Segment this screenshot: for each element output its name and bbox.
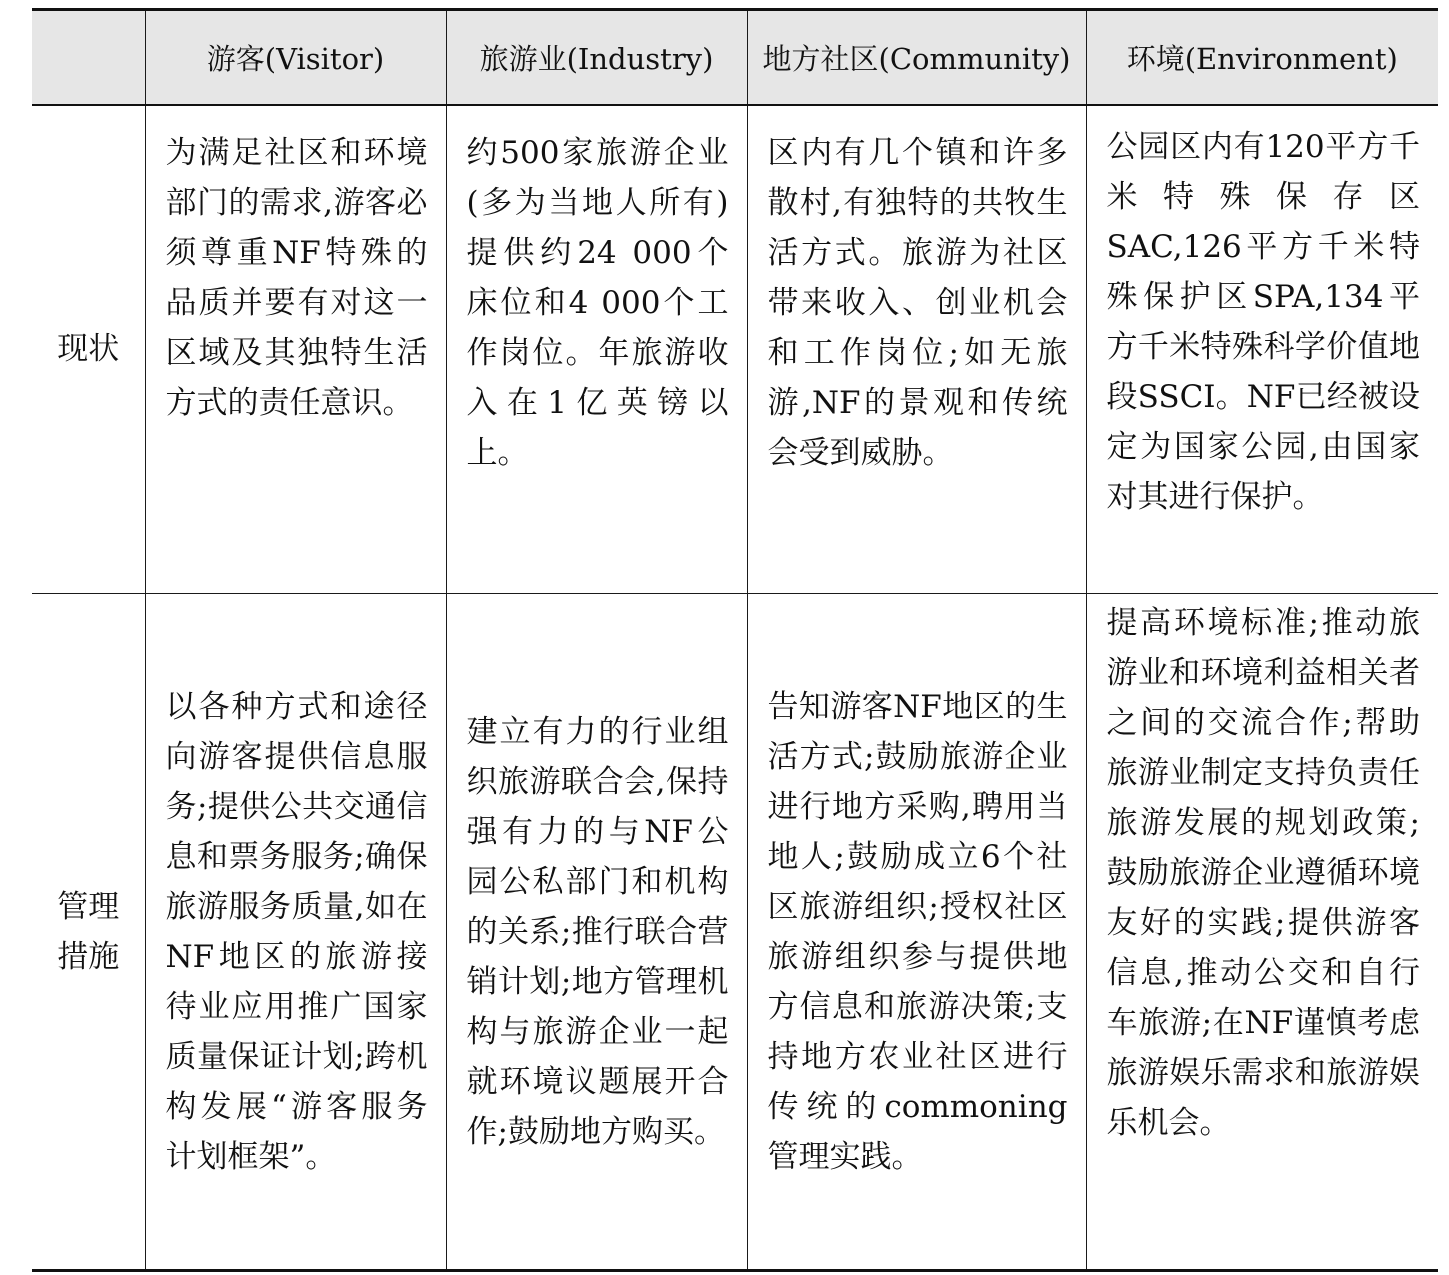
header-row [32,10,1438,105]
cell-measures-community: 告知游客NF地区的生活方式;鼓励旅游企业进行地方采购,聘用当地人;鼓励成立6个社区旅游组织;授权社区旅游组织参与提供地方信息和旅游决策;支持地方农业社区进行传统的commoning管理实践。 [747,594,1086,1271]
cell-measures-environment: 提高环境标准;推动旅游业和环境利益相关者之间的交流合作;帮助旅游业制定支持负责任旅游发展的规划政策;鼓励旅游企业遵循环境友好的实践;提供游客信息,推动公交和自行车旅游;在NF谨慎考虑旅游娱乐需求和旅游娱乐机会。 [1086,594,1438,1271]
table-row [32,105,1438,594]
table-row [32,594,1438,1271]
header-industry: 旅游业(Industry) [446,10,747,105]
tourism-management-table [32,8,1438,1272]
cell-status-industry: 约500家旅游企业(多为当地人所有)提供约24 000个床位和4 000个工作岗位。年旅游收入在1亿英镑以上。 [446,105,747,594]
cell-status-community: 区内有几个镇和许多散村,有独特的共牧生活方式。旅游为社区带来收入、创业机会和工作岗位;如无旅游,NF的景观和传统会受到威胁。 [747,105,1086,594]
header-visitor: 游客(Visitor) [145,10,446,105]
cell-measures-industry: 建立有力的行业组织旅游联合会,保持强有力的与NF公园公私部门和机构的关系;推行联合营销计划;地方管理机构与旅游企业一起就环境议题展开合作;鼓励地方购买。 [446,594,747,1271]
header-corner [32,10,145,105]
header-community: 地方社区(Community) [747,10,1086,105]
row-label-measures: 管理措施 [32,594,145,1271]
cell-status-visitor: 为满足社区和环境部门的需求,游客必须尊重NF特殊的品质并要有对这一区域及其独特生活方式的责任意识。 [145,105,446,594]
header-environment: 环境(Environment) [1086,10,1438,105]
cell-status-environment: 公园区内有120平方千米特殊保存区SAC,126平方千米特殊保护区SPA,134平方千米特殊科学价值地段SSCI。NF已经被设定为国家公园,由国家对其进行保护。 [1086,105,1438,594]
cell-measures-visitor: 以各种方式和途径向游客提供信息服务;提供公共交通信息和票务服务;确保旅游服务质量,如在NF地区的旅游接待业应用推广国家质量保证计划;跨机构发展“游客服务计划框架”。 [145,594,446,1271]
row-label-status: 现状 [32,105,145,594]
